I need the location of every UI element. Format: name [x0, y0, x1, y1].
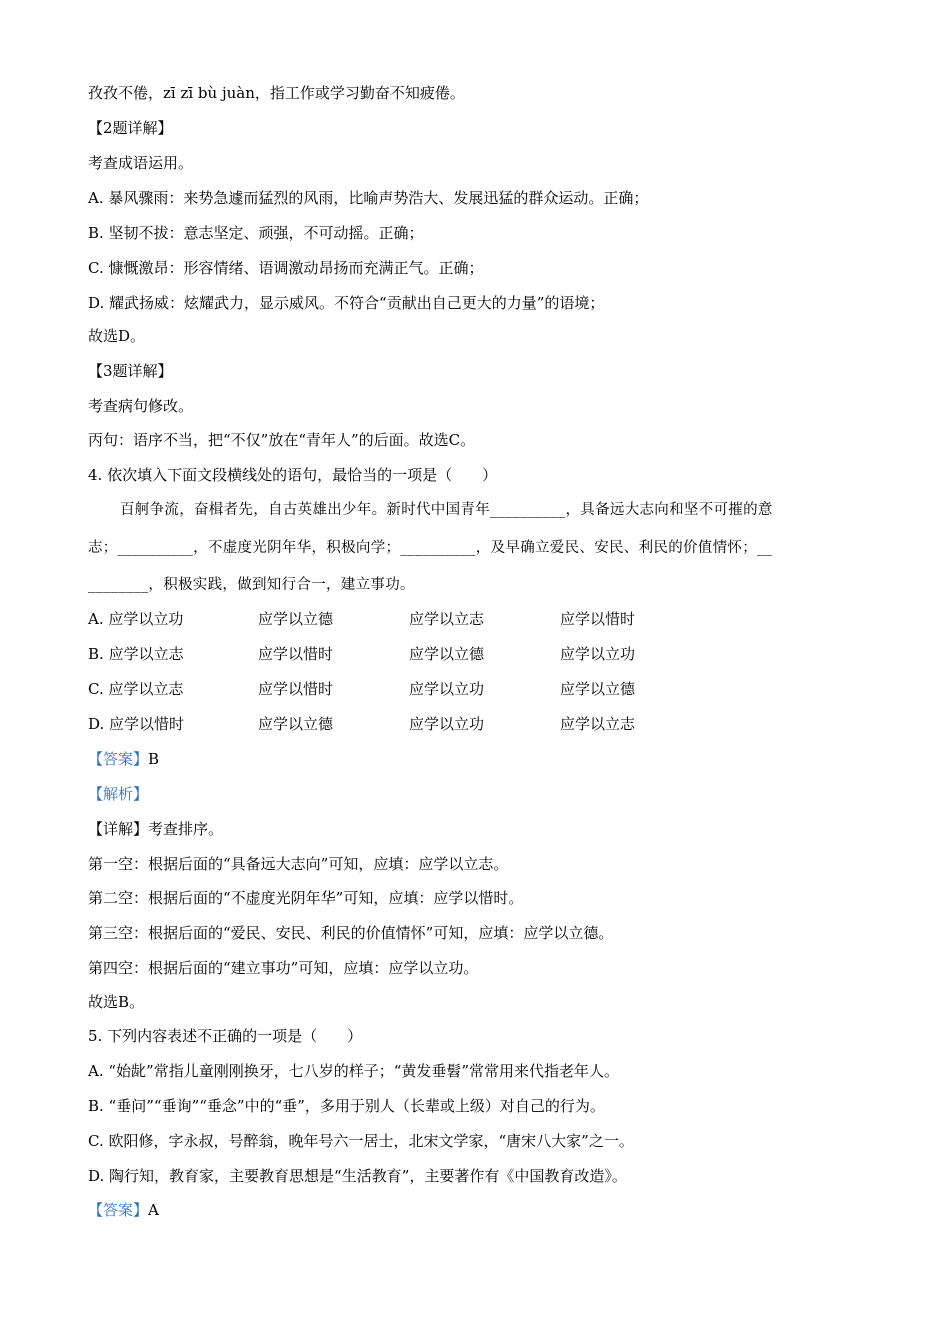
option-b: B. 应学以立志: [88, 645, 184, 663]
text-line: 第二空：根据后面的“不虚度光阴年华”可知，应填：应学以惜时。: [88, 889, 524, 907]
option-line: C. 欧阳修，字永叔，号醉翁，晚年号六一居士，北宋文学家，“唐宋八大家”之一。: [88, 1132, 634, 1150]
option-d-item: 应学以立功: [409, 715, 485, 733]
text-line: C. 慷慨激昂：形容情绪、语调激动昂扬而充满正气。正确；: [88, 259, 484, 277]
text-line: 考查成语运用。: [88, 154, 194, 172]
option-c-item: 应学以惜时: [258, 680, 334, 698]
option-b-item: 应学以立德: [409, 645, 485, 663]
text-line: D. 耀武扬威：炫耀武力，显示威风。不符合“贡献出自己更大的力量”的语境；: [88, 294, 605, 312]
answer-tag: 【答案】: [88, 1201, 149, 1219]
option-c-item: 应学以立德: [560, 680, 636, 698]
option-line: B. “垂问”“垂询”“垂念”中的“垂”，多用于别人（长辈或上级）对自己的行为。: [88, 1097, 605, 1115]
answer-line: [88, 1200, 159, 1220]
option-d-item: 应学以立德: [258, 715, 334, 733]
text-line: 第四空：根据后面的“建立事功”可知，应填：应学以立功。: [88, 959, 479, 977]
answer-line: [88, 749, 159, 769]
text-line: 故选D。: [88, 327, 146, 345]
option-line: D. 陶行知，教育家，主要教育思想是“生活教育”，主要著作有《中国教育改造》。: [88, 1167, 627, 1185]
text-line: 丙句：语序不当，把“不仅”放在“青年人”的后面。故选C。: [88, 431, 476, 449]
text-line: 孜孜不倦，zī zī bù juàn，指工作或学习勤奋不知疲倦。: [88, 84, 465, 102]
section-heading: 【3题详解】: [88, 362, 173, 380]
detail-line: 【详解】考查排序。: [88, 820, 224, 838]
option-a-item: 应学以立德: [258, 610, 334, 628]
text-line: 第一空：根据后面的“具备远大志向”可知，应填：应学以立志。: [88, 855, 509, 873]
section-heading: 【2题详解】: [88, 119, 173, 137]
option-b-item: 应学以立功: [560, 645, 636, 663]
detail-tag: 【详解】: [88, 820, 149, 838]
option-a: A. 应学以立功: [88, 610, 184, 628]
text-line: 考查病句修改。: [88, 397, 194, 415]
question-title: 5. 下列内容表述不正确的一项是（ ）: [88, 1027, 363, 1045]
option-d-item: 应学以立志: [560, 715, 636, 733]
answer-value: B: [148, 750, 160, 768]
option-a-item: 应学以立志: [409, 610, 485, 628]
question-title: 4. 依次填入下面文段横线处的语句，最恰当的一项是（ ）: [88, 466, 498, 484]
answer-tag: 【答案】: [88, 750, 149, 768]
passage-line: 百舸争流，奋楫者先，自古英雄出少年。新时代中国青年__________，具备远大志向和坚不可摧的意: [120, 502, 773, 518]
text-line: B. 坚韧不拔：意志坚定、顽强，不可动摇。正确；: [88, 224, 424, 242]
option-line: A. “始龀”常指儿童刚刚换牙，七八岁的样子；“黄发垂髫”常常用来代指老年人。: [88, 1062, 620, 1080]
text-line: 第三空：根据后面的“爱民、安民、利民的价值情怀”可知，应填：应学以立德。: [88, 924, 614, 942]
option-c: C. 应学以立志: [88, 680, 184, 698]
passage-line: 志；__________，不虚度光阴年华，积极向学；__________，及早确立爱民、安民、利民的价值情怀；__: [88, 540, 773, 556]
passage-line: ________，积极实践，做到知行合一，建立事功。: [88, 577, 415, 593]
option-b-item: 应学以惜时: [258, 645, 334, 663]
option-d: D. 应学以惜时: [88, 715, 185, 733]
option-c-item: 应学以立功: [409, 680, 485, 698]
option-a-item: 应学以惜时: [560, 610, 636, 628]
text-line: 故选B。: [88, 993, 145, 1011]
analysis-tag: 【解析】: [88, 785, 149, 803]
text-line: A. 暴风骤雨：来势急遽而猛烈的风雨，比喻声势浩大、发展迅猛的群众运动。正确；: [88, 189, 649, 207]
answer-value: A: [148, 1201, 159, 1219]
